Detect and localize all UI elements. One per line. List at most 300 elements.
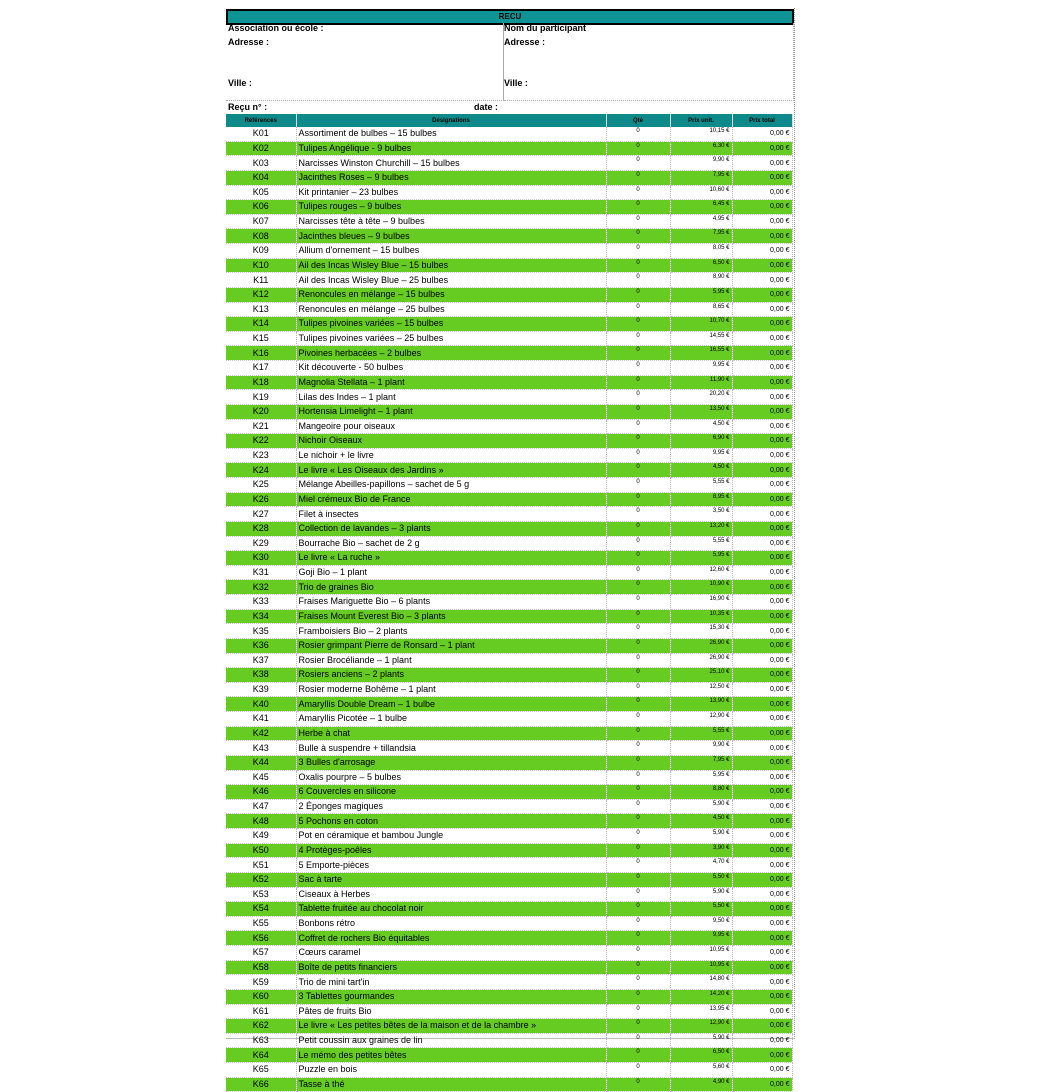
total-price-cell: 0,00 €	[732, 1048, 792, 1063]
designation-cell: Tablette fruitée au chocolat noir	[296, 902, 606, 917]
table-row	[226, 434, 792, 449]
table-row	[226, 492, 792, 507]
designation-cell: Rosiers anciens – 2 plants	[296, 668, 606, 683]
total-price-cell: 0,00 €	[732, 170, 792, 185]
column-header-references: Références	[226, 114, 296, 127]
unit-price-cell: 14,20 €	[670, 989, 732, 1004]
quantity-cell[interactable]: 0	[606, 492, 670, 507]
unit-price-cell: 10,70 €	[670, 317, 732, 332]
reference-cell: K59	[226, 975, 296, 990]
total-price-cell: 0,00 €	[732, 946, 792, 961]
quantity-cell[interactable]: 0	[606, 843, 670, 858]
association-city-label[interactable]: Ville :	[228, 78, 252, 88]
quantity-cell[interactable]: 0	[606, 536, 670, 551]
designation-cell: Le livre « La ruche »	[296, 551, 606, 566]
association-info-box	[226, 23, 504, 101]
table-row	[226, 536, 792, 551]
reference-cell: K65	[226, 1063, 296, 1078]
reference-cell: K03	[226, 156, 296, 171]
quantity-cell[interactable]: 0	[606, 507, 670, 522]
total-price-cell: 0,00 €	[732, 507, 792, 522]
quantity-cell[interactable]: 0	[606, 1019, 670, 1034]
unit-price-cell: 5,55 €	[670, 478, 732, 493]
table-row	[226, 960, 792, 975]
participant-name-label[interactable]: Nom du participant	[504, 23, 587, 33]
unit-price-cell: 5,95 €	[670, 770, 732, 785]
unit-price-cell: 5,90 €	[670, 887, 732, 902]
designation-cell: Bourrache Bio – sachet de 2 g	[296, 536, 606, 551]
total-price-cell: 0,00 €	[732, 1063, 792, 1078]
unit-price-cell: 15,30 €	[670, 624, 732, 639]
unit-price-cell: 5,90 €	[670, 829, 732, 844]
total-price-cell: 0,00 €	[732, 244, 792, 259]
designation-cell: Herbe à chat	[296, 726, 606, 741]
total-price-cell: 0,00 €	[732, 595, 792, 610]
table-row	[226, 1063, 792, 1078]
reference-cell: K63	[226, 1033, 296, 1048]
reference-cell: K24	[226, 463, 296, 478]
reference-cell: K18	[226, 375, 296, 390]
quantity-cell[interactable]: 0	[606, 697, 670, 712]
unit-price-cell: 13,50 €	[670, 404, 732, 419]
unit-price-cell: 6,50 €	[670, 258, 732, 273]
table-row	[226, 258, 792, 273]
quantity-cell[interactable]: 0	[606, 653, 670, 668]
receipt-meta-line	[228, 101, 788, 115]
quantity-cell[interactable]: 0	[606, 200, 670, 215]
unit-price-cell: 11,90 €	[670, 375, 732, 390]
quantity-cell[interactable]: 0	[606, 156, 670, 171]
table-row	[226, 887, 792, 902]
designation-cell: 2 Éponges magiques	[296, 799, 606, 814]
designation-cell: Amaryllis Picotée – 1 bulbe	[296, 712, 606, 727]
designation-cell: Mélange Abeilles-papillons – sachet de 5 g	[296, 478, 606, 493]
total-price-cell: 0,00 €	[732, 287, 792, 302]
table-row	[226, 170, 792, 185]
table-row	[226, 843, 792, 858]
reference-cell: K05	[226, 185, 296, 200]
reference-cell: K14	[226, 317, 296, 332]
quantity-cell[interactable]: 0	[606, 741, 670, 756]
unit-price-cell: 5,50 €	[670, 902, 732, 917]
total-price-cell: 0,00 €	[732, 829, 792, 844]
unit-price-cell: 6,50 €	[670, 1048, 732, 1063]
quantity-cell[interactable]: 0	[606, 902, 670, 917]
table-row	[226, 916, 792, 931]
total-price-cell: 0,00 €	[732, 843, 792, 858]
participant-address-label[interactable]: Adresse :	[504, 37, 546, 47]
unit-price-cell: 6,45 €	[670, 200, 732, 215]
unit-price-cell: 4,70 €	[670, 858, 732, 873]
table-header-row	[226, 114, 792, 127]
quantity-cell[interactable]: 0	[606, 1063, 670, 1078]
column-header-unit-price: Prix unit.	[670, 114, 732, 127]
quantity-cell[interactable]: 0	[606, 1033, 670, 1048]
quantity-cell[interactable]: 0	[606, 170, 670, 185]
total-price-cell: 0,00 €	[732, 712, 792, 727]
designation-cell: Pot en céramique et bambou Jungle	[296, 829, 606, 844]
designation-cell: Narcisses Winston Churchill – 15 bulbes	[296, 156, 606, 171]
table-row	[226, 141, 792, 156]
designation-cell: Petit coussin aux graines de lin	[296, 1033, 606, 1048]
designation-cell: Rosier moderne Bohême – 1 plant	[296, 682, 606, 697]
column-header-designations: Désignations	[296, 114, 606, 127]
quantity-cell[interactable]: 0	[606, 1004, 670, 1019]
quantity-cell[interactable]: 0	[606, 829, 670, 844]
unit-price-cell: 8,95 €	[670, 492, 732, 507]
total-price-cell: 0,00 €	[732, 580, 792, 595]
quantity-cell[interactable]: 0	[606, 916, 670, 931]
quantity-cell[interactable]: 0	[606, 346, 670, 361]
table-row	[226, 185, 792, 200]
table-row	[226, 975, 792, 990]
unit-price-cell: 16,90 €	[670, 595, 732, 610]
total-price-cell: 0,00 €	[732, 375, 792, 390]
quantity-cell[interactable]: 0	[606, 638, 670, 653]
reference-cell: K54	[226, 902, 296, 917]
quantity-cell[interactable]: 0	[606, 419, 670, 434]
total-price-cell: 0,00 €	[732, 916, 792, 931]
designation-cell: Ail des Incas Wisley Blue – 25 bulbes	[296, 273, 606, 288]
unit-price-cell: 4,50 €	[670, 419, 732, 434]
reference-cell: K47	[226, 799, 296, 814]
quantity-cell[interactable]: 0	[606, 390, 670, 405]
designation-cell: Miel crémeux Bio de France	[296, 492, 606, 507]
table-row	[226, 1048, 792, 1063]
table-row	[226, 448, 792, 463]
reference-cell: K37	[226, 653, 296, 668]
designation-cell: Sac à tarte	[296, 872, 606, 887]
designation-cell: Renoncules en mélange – 15 bulbes	[296, 287, 606, 302]
designation-cell: Oxalis pourpre – 5 bulbes	[296, 770, 606, 785]
reference-cell: K49	[226, 829, 296, 844]
unit-price-cell: 12,90 €	[670, 1019, 732, 1034]
quantity-cell[interactable]: 0	[606, 565, 670, 580]
unit-price-cell: 9,95 €	[670, 361, 732, 376]
reference-cell: K19	[226, 390, 296, 405]
reference-cell: K60	[226, 989, 296, 1004]
quantity-cell[interactable]: 0	[606, 287, 670, 302]
quantity-cell[interactable]: 0	[606, 595, 670, 610]
total-price-cell: 0,00 €	[732, 273, 792, 288]
reference-cell: K10	[226, 258, 296, 273]
designation-cell: Le livre « Les petites bêtes de la maison et de la chambre »	[296, 1019, 606, 1034]
designation-cell: Amaryllis Double Dream – 1 bulbe	[296, 697, 606, 712]
unit-price-cell: 26,90 €	[670, 638, 732, 653]
unit-price-cell: 7,95 €	[670, 755, 732, 770]
quantity-cell[interactable]: 0	[606, 521, 670, 536]
quantity-cell[interactable]: 0	[606, 141, 670, 156]
unit-price-cell: 6,30 €	[670, 141, 732, 156]
reference-cell: K43	[226, 741, 296, 756]
total-price-cell: 0,00 €	[732, 814, 792, 829]
reference-cell: K34	[226, 609, 296, 624]
total-price-cell: 0,00 €	[732, 536, 792, 551]
total-price-cell: 0,00 €	[732, 141, 792, 156]
unit-price-cell: 12,60 €	[670, 565, 732, 580]
designation-cell: Ciseaux à Herbes	[296, 887, 606, 902]
quantity-cell[interactable]: 0	[606, 463, 670, 478]
designation-cell: Nichoir Oiseaux	[296, 434, 606, 449]
reference-cell: K04	[226, 170, 296, 185]
receipt-date-label[interactable]: date :	[474, 102, 499, 112]
table-row	[226, 214, 792, 229]
table-row	[226, 595, 792, 610]
table-row	[226, 244, 792, 259]
quantity-cell[interactable]: 0	[606, 448, 670, 463]
reference-cell: K32	[226, 580, 296, 595]
total-price-cell: 0,00 €	[732, 229, 792, 244]
reference-cell: K57	[226, 946, 296, 961]
reference-cell: K62	[226, 1019, 296, 1034]
table-row	[226, 287, 792, 302]
reference-cell: K33	[226, 595, 296, 610]
quantity-cell[interactable]: 0	[606, 273, 670, 288]
reference-cell: K51	[226, 858, 296, 873]
quantity-cell[interactable]: 0	[606, 244, 670, 259]
designation-cell: Trio de mini tart'in	[296, 975, 606, 990]
quantity-cell[interactable]: 0	[606, 127, 670, 141]
unit-price-cell: 6,90 €	[670, 434, 732, 449]
designation-cell: Allium d'ornement – 15 bulbes	[296, 244, 606, 259]
total-price-cell: 0,00 €	[732, 726, 792, 741]
quantity-cell[interactable]: 0	[606, 434, 670, 449]
total-price-cell: 0,00 €	[732, 156, 792, 171]
total-price-cell: 0,00 €	[732, 258, 792, 273]
designation-cell: 3 Bulles d'arrosage	[296, 755, 606, 770]
total-price-cell: 0,00 €	[732, 1033, 792, 1048]
designation-cell: Tulipes pivoines variées – 25 bulbes	[296, 331, 606, 346]
designation-cell: Le mémo des petites bêtes	[296, 1048, 606, 1063]
reference-cell: K30	[226, 551, 296, 566]
total-price-cell: 0,00 €	[732, 1077, 792, 1092]
total-price-cell: 0,00 €	[732, 434, 792, 449]
reference-cell: K46	[226, 785, 296, 800]
designation-cell: Boîte de petits financiers	[296, 960, 606, 975]
quantity-cell[interactable]: 0	[606, 931, 670, 946]
reference-cell: K29	[226, 536, 296, 551]
receipt-number-label[interactable]: Reçu n° :	[228, 102, 268, 112]
receipt-title: RECU	[226, 9, 794, 25]
quantity-cell[interactable]: 0	[606, 975, 670, 990]
designation-cell: Goji Bio – 1 plant	[296, 565, 606, 580]
quantity-cell[interactable]: 0	[606, 580, 670, 595]
designation-cell: Le nichoir + le livre	[296, 448, 606, 463]
quantity-cell[interactable]: 0	[606, 668, 670, 683]
quantity-cell[interactable]: 0	[606, 609, 670, 624]
reference-cell: K36	[226, 638, 296, 653]
quantity-cell[interactable]: 0	[606, 872, 670, 887]
unit-price-cell: 9,95 €	[670, 931, 732, 946]
association-label[interactable]: Association ou école :	[228, 23, 324, 33]
table-row	[226, 755, 792, 770]
total-price-cell: 0,00 €	[732, 799, 792, 814]
unit-price-cell: 10,35 €	[670, 609, 732, 624]
designation-cell: Magnolia Stellata – 1 plant	[296, 375, 606, 390]
quantity-cell[interactable]: 0	[606, 946, 670, 961]
unit-price-cell: 26,90 €	[670, 653, 732, 668]
table-row	[226, 946, 792, 961]
quantity-cell[interactable]: 0	[606, 317, 670, 332]
association-address-label[interactable]: Adresse :	[228, 37, 270, 47]
quantity-cell[interactable]: 0	[606, 331, 670, 346]
quantity-cell[interactable]: 0	[606, 551, 670, 566]
designation-cell: Lilas des Indes – 1 plant	[296, 390, 606, 405]
designation-cell: Tulipes rouges – 9 bulbes	[296, 200, 606, 215]
participant-city-label[interactable]: Ville :	[504, 78, 528, 88]
table-row	[226, 478, 792, 493]
designation-cell: Puzzle en bois	[296, 1063, 606, 1078]
table-row	[226, 668, 792, 683]
unit-price-cell: 8,90 €	[670, 273, 732, 288]
quantity-cell[interactable]: 0	[606, 814, 670, 829]
total-price-cell: 0,00 €	[732, 697, 792, 712]
quantity-cell[interactable]: 0	[606, 258, 670, 273]
table-row	[226, 302, 792, 317]
quantity-cell[interactable]: 0	[606, 229, 670, 244]
items-table-body	[226, 127, 792, 1092]
quantity-cell[interactable]: 0	[606, 755, 670, 770]
unit-price-cell: 10,90 €	[670, 580, 732, 595]
designation-cell: Bonbons rétro	[296, 916, 606, 931]
table-row	[226, 419, 792, 434]
reference-cell: K66	[226, 1077, 296, 1092]
total-price-cell: 0,00 €	[732, 419, 792, 434]
total-price-cell: 0,00 €	[732, 127, 792, 141]
total-price-cell: 0,00 €	[732, 668, 792, 683]
reference-cell: K08	[226, 229, 296, 244]
total-price-cell: 0,00 €	[732, 185, 792, 200]
reference-cell: K55	[226, 916, 296, 931]
total-price-cell: 0,00 €	[732, 390, 792, 405]
table-row	[226, 1004, 792, 1019]
table-row	[226, 390, 792, 405]
reference-cell: K52	[226, 872, 296, 887]
table-row	[226, 638, 792, 653]
designation-cell: 5 Pochons en coton	[296, 814, 606, 829]
reference-cell: K44	[226, 755, 296, 770]
quantity-cell[interactable]: 0	[606, 770, 670, 785]
quantity-cell[interactable]: 0	[606, 404, 670, 419]
quantity-cell[interactable]: 0	[606, 624, 670, 639]
designation-cell: Fraises Mount Everest Bio – 3 plants	[296, 609, 606, 624]
unit-price-cell: 16,55 €	[670, 346, 732, 361]
table-row	[226, 273, 792, 288]
table-row	[226, 931, 792, 946]
total-price-cell: 0,00 €	[732, 565, 792, 580]
quantity-cell[interactable]: 0	[606, 302, 670, 317]
reference-cell: K56	[226, 931, 296, 946]
quantity-cell[interactable]: 0	[606, 960, 670, 975]
total-price-cell: 0,00 €	[732, 521, 792, 536]
column-header-total-price: Prix total	[732, 114, 792, 127]
table-row	[226, 463, 792, 478]
total-price-cell: 0,00 €	[732, 463, 792, 478]
unit-price-cell: 4,90 €	[670, 1077, 732, 1092]
table-row	[226, 317, 792, 332]
total-price-cell: 0,00 €	[732, 302, 792, 317]
quantity-cell[interactable]: 0	[606, 785, 670, 800]
quantity-cell[interactable]: 0	[606, 858, 670, 873]
quantity-cell[interactable]: 0	[606, 799, 670, 814]
designation-cell: Filet à insectes	[296, 507, 606, 522]
unit-price-cell: 7,95 €	[670, 170, 732, 185]
unit-price-cell: 5,50 €	[670, 872, 732, 887]
total-price-cell: 0,00 €	[732, 1004, 792, 1019]
reference-cell: K45	[226, 770, 296, 785]
table-row	[226, 785, 792, 800]
total-price-cell: 0,00 €	[732, 858, 792, 873]
quantity-cell[interactable]: 0	[606, 887, 670, 902]
designation-cell: Jacinthes Roses – 9 bulbes	[296, 170, 606, 185]
total-price-cell: 0,00 €	[732, 317, 792, 332]
table-row	[226, 346, 792, 361]
designation-cell: Renoncules en mélange – 25 bulbes	[296, 302, 606, 317]
total-price-cell: 0,00 €	[732, 989, 792, 1004]
table-row	[226, 375, 792, 390]
reference-cell: K28	[226, 521, 296, 536]
reference-cell: K50	[226, 843, 296, 858]
reference-cell: K35	[226, 624, 296, 639]
table-row	[226, 872, 792, 887]
reference-cell: K31	[226, 565, 296, 580]
quantity-cell[interactable]: 0	[606, 682, 670, 697]
table-row	[226, 565, 792, 580]
quantity-cell[interactable]: 0	[606, 712, 670, 727]
designation-cell: Jacinthes bleues – 9 bulbes	[296, 229, 606, 244]
table-row	[226, 156, 792, 171]
unit-price-cell: 9,50 €	[670, 916, 732, 931]
total-price-cell: 0,00 €	[732, 361, 792, 376]
unit-price-cell: 14,55 €	[670, 331, 732, 346]
quantity-cell[interactable]: 0	[606, 214, 670, 229]
reference-cell: K39	[226, 682, 296, 697]
designation-cell: Cœurs caramel	[296, 946, 606, 961]
unit-price-cell: 4,50 €	[670, 814, 732, 829]
unit-price-cell: 10,15 €	[670, 127, 732, 141]
unit-price-cell: 4,50 €	[670, 463, 732, 478]
quantity-cell[interactable]: 0	[606, 185, 670, 200]
unit-price-cell: 5,90 €	[670, 799, 732, 814]
total-price-cell: 0,00 €	[732, 1019, 792, 1034]
designation-cell: Kit printanier – 23 bulbes	[296, 185, 606, 200]
table-row	[226, 712, 792, 727]
total-price-cell: 0,00 €	[732, 331, 792, 346]
unit-price-cell: 9,90 €	[670, 741, 732, 756]
designation-cell: Rosier grimpant Pierre de Ronsard – 1 plant	[296, 638, 606, 653]
quantity-cell[interactable]: 0	[606, 726, 670, 741]
quantity-cell[interactable]: 0	[606, 989, 670, 1004]
unit-price-cell: 5,60 €	[670, 1063, 732, 1078]
table-row	[226, 989, 792, 1004]
quantity-cell[interactable]: 0	[606, 1048, 670, 1063]
total-price-cell: 0,00 €	[732, 653, 792, 668]
table-row	[226, 331, 792, 346]
quantity-cell[interactable]: 0	[606, 1077, 670, 1092]
reference-cell: K58	[226, 960, 296, 975]
unit-price-cell: 5,95 €	[670, 551, 732, 566]
quantity-cell[interactable]: 0	[606, 361, 670, 376]
column-header-quantity: Qté	[606, 114, 670, 127]
unit-price-cell: 5,95 €	[670, 287, 732, 302]
table-row	[226, 551, 792, 566]
quantity-cell[interactable]: 0	[606, 375, 670, 390]
table-row	[226, 229, 792, 244]
total-price-cell: 0,00 €	[732, 960, 792, 975]
quantity-cell[interactable]: 0	[606, 478, 670, 493]
total-price-cell: 0,00 €	[732, 902, 792, 917]
table-row	[226, 697, 792, 712]
